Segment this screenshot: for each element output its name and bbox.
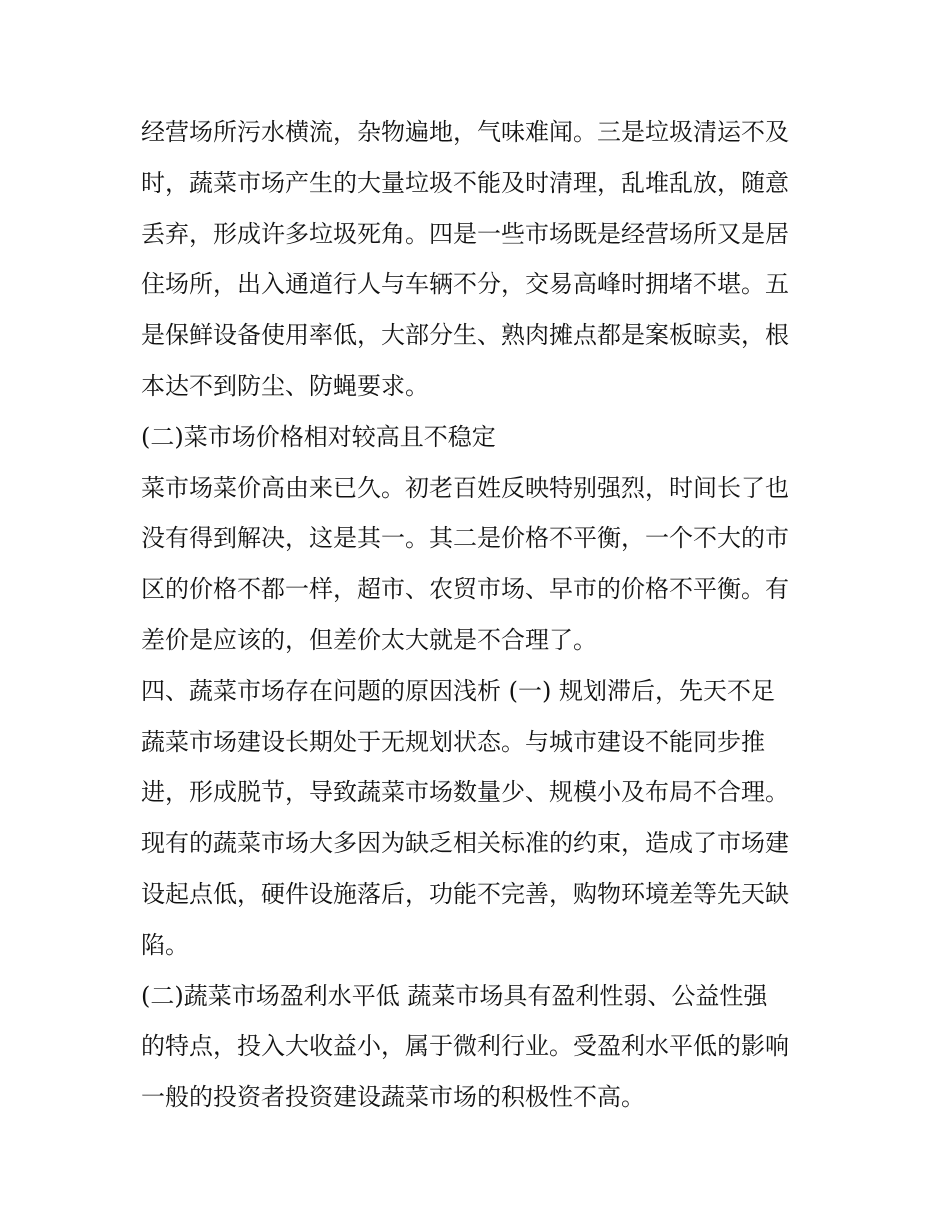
text-line: 住场所，出入通道行人与车辆不分，交易高峰时拥堵不堪。五 [141, 270, 789, 299]
text-line: 差价是应该的，但差价太大就是不合理了。 [141, 625, 597, 654]
text-line: 设起点低，硬件设施落后，功能不完善，购物环境差等先天缺 [141, 879, 789, 908]
section-heading: 四、蔬菜市场存在问题的原因浅析 (一) 规划滞后，先天不足 [141, 676, 775, 705]
text-line: 陷。 [141, 930, 189, 959]
text-line: 菜市场菜价高由来已久。初老百姓反映特别强烈，时间长了也 [141, 473, 789, 502]
text-line: 没有得到解决，这是其一。其二是价格不平衡，一个不大的市 [141, 524, 789, 553]
body-text [141, 107, 821, 1123]
section-heading: (二)蔬菜市场盈利水平低 蔬菜市场具有盈利性弱、公益性强 [141, 981, 768, 1010]
section-heading: (二)菜市场价格相对较高且不稳定 [141, 422, 496, 451]
text-line: 时，蔬菜市场产生的大量垃圾不能及时清理，乱堆乱放，随意 [141, 168, 789, 197]
text-line: 现有的蔬菜市场大多因为缺乏相关标准的约束，造成了市场建 [141, 829, 789, 858]
text-line: 进，形成脱节，导致蔬菜市场数量少、规模小及布局不合理。 [141, 778, 789, 807]
text-line: 丢弃，形成许多垃圾死角。四是一些市场既是经营场所又是居 [141, 219, 789, 248]
text-line: 经营场所污水横流，杂物遍地，气味难闻。三是垃圾清运不及 [141, 118, 789, 146]
text-line: 本达不到防尘、防蝇要求。 [141, 371, 429, 400]
text-line: 区的价格不都一样，超市、农贸市场、早市的价格不平衡。有 [141, 575, 789, 604]
text-line: 蔬菜市场建设长期处于无规划状态。与城市建设不能同步推 [141, 727, 765, 756]
text-line: 的特点，投入大收益小，属于微利行业。受盈利水平低的影响 [141, 1032, 789, 1061]
text-line: 一般的投资者投资建设蔬菜市场的积极性不高。 [141, 1083, 645, 1112]
text-line: 是保鲜设备使用率低，大部分生、熟肉摊点都是案板晾卖，根 [141, 321, 789, 350]
